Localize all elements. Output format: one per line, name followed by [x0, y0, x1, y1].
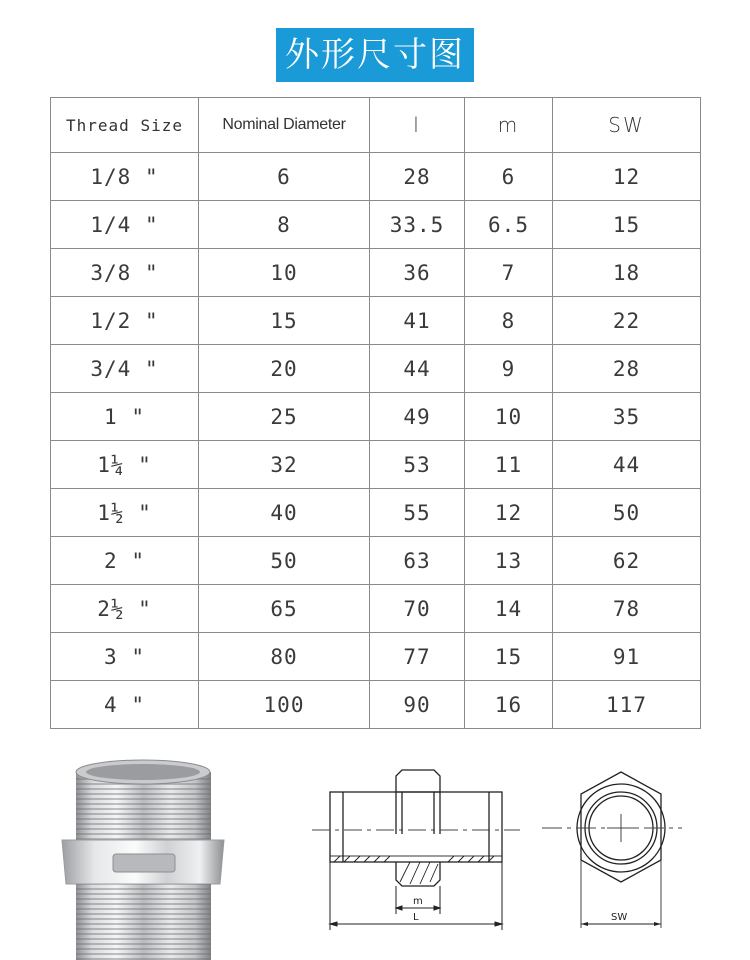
table-cell: 28	[553, 345, 701, 393]
table-cell: 32	[199, 441, 370, 489]
header-l: l	[370, 98, 465, 153]
table-cell: 1½ "	[51, 489, 199, 537]
table-cell: 100	[199, 681, 370, 729]
table-header-row	[51, 98, 701, 153]
table-cell: 91	[553, 633, 701, 681]
table-cell: 80	[199, 633, 370, 681]
table-cell: 36	[370, 249, 465, 297]
table-row	[51, 249, 701, 297]
table-cell: 11	[465, 441, 553, 489]
table-cell: 12	[465, 489, 553, 537]
table-cell: 6.5	[465, 201, 553, 249]
table-cell: 9	[465, 345, 553, 393]
table-cell: 18	[553, 249, 701, 297]
table-cell: 8	[199, 201, 370, 249]
product-photo	[58, 758, 228, 960]
table-cell: 10	[199, 249, 370, 297]
table-row	[51, 441, 701, 489]
table-cell: 50	[553, 489, 701, 537]
label-sw: SW	[611, 912, 628, 923]
table-cell: 25	[199, 393, 370, 441]
table-cell: 90	[370, 681, 465, 729]
table-cell: 15	[553, 201, 701, 249]
table-row	[51, 297, 701, 345]
dimension-table	[50, 97, 701, 729]
table-cell: 16	[465, 681, 553, 729]
table-cell: 22	[553, 297, 701, 345]
table-cell: 1/2 "	[51, 297, 199, 345]
header-thread-size: Thread Size	[51, 98, 199, 153]
table-cell: 3 "	[51, 633, 199, 681]
table-cell: 4 "	[51, 681, 199, 729]
table-cell: 53	[370, 441, 465, 489]
table-cell: 117	[553, 681, 701, 729]
table-cell: 1¼ "	[51, 441, 199, 489]
table-cell: 65	[199, 585, 370, 633]
table-cell: 33.5	[370, 201, 465, 249]
table-cell: 1 "	[51, 393, 199, 441]
table-cell: 28	[370, 153, 465, 201]
table-cell: 1/8 "	[51, 153, 199, 201]
table-cell: 63	[370, 537, 465, 585]
table-cell: 35	[553, 393, 701, 441]
header-nominal-diameter: Nominal Diameter	[199, 98, 370, 153]
table-cell: 15	[465, 633, 553, 681]
table-cell: 1/4 "	[51, 201, 199, 249]
table-cell: 44	[553, 441, 701, 489]
label-l: L	[413, 912, 419, 923]
table-row	[51, 153, 701, 201]
table-cell: 40	[199, 489, 370, 537]
table-row	[51, 681, 701, 729]
table-cell: 20	[199, 345, 370, 393]
table-cell: 12	[553, 153, 701, 201]
table-cell: 14	[465, 585, 553, 633]
table-cell: 3/4 "	[51, 345, 199, 393]
header-m: m	[465, 98, 553, 153]
table-cell: 77	[370, 633, 465, 681]
table-cell: 44	[370, 345, 465, 393]
table-row	[51, 537, 701, 585]
table-cell: 13	[465, 537, 553, 585]
table-cell: 10	[465, 393, 553, 441]
table-cell: 6	[199, 153, 370, 201]
table-row	[51, 345, 701, 393]
table-cell: 2 "	[51, 537, 199, 585]
table-cell: 15	[199, 297, 370, 345]
table-cell: 8	[465, 297, 553, 345]
table-row	[51, 633, 701, 681]
table-cell: 2½ "	[51, 585, 199, 633]
table-cell: 62	[553, 537, 701, 585]
table-row	[51, 393, 701, 441]
table-cell: 78	[553, 585, 701, 633]
technical-drawing	[310, 768, 690, 938]
table-row	[51, 489, 701, 537]
table-cell: 70	[370, 585, 465, 633]
table-cell: 6	[465, 153, 553, 201]
table-cell: 41	[370, 297, 465, 345]
table-cell: 3/8 "	[51, 249, 199, 297]
table-cell: 7	[465, 249, 553, 297]
header-sw: SW	[553, 98, 701, 153]
table-cell: 55	[370, 489, 465, 537]
table-row	[51, 201, 701, 249]
label-m: m	[413, 896, 423, 907]
page-title: 外形尺寸图	[276, 28, 474, 82]
table-cell: 50	[199, 537, 370, 585]
table-cell: 49	[370, 393, 465, 441]
table-row	[51, 585, 701, 633]
